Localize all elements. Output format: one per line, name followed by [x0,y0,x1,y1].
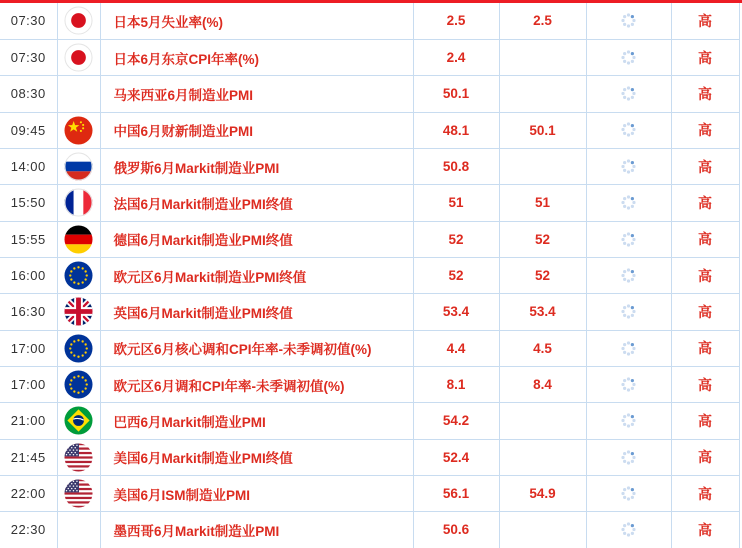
country-flag-icon [64,515,93,544]
importance-badge: 高 [671,39,739,75]
flag-china-icon [64,116,93,145]
previous-value: 48.1 [413,112,499,148]
forecast-value [499,403,586,439]
event-title: 马来西亚6月制造业PMI [100,76,413,112]
forecast-value [499,512,586,548]
forecast-value: 2.5 [499,3,586,39]
event-time: 16:30 [0,294,57,330]
calendar-event-row[interactable] [0,3,739,39]
previous-value: 54.2 [413,403,499,439]
event-time: 14:00 [0,148,57,184]
event-title: 巴西6月Markit制造业PMI [100,403,413,439]
forecast-value [499,148,586,184]
flag-eu-icon [64,370,93,399]
calendar-event-row[interactable] [0,257,739,293]
event-time: 17:00 [0,330,57,366]
forecast-value: 52 [499,257,586,293]
event-time: 21:00 [0,403,57,439]
previous-value: 53.4 [413,294,499,330]
event-title: 英国6月Markit制造业PMI终值 [100,294,413,330]
previous-value: 2.5 [413,3,499,39]
event-time: 07:30 [0,3,57,39]
previous-value: 4.4 [413,330,499,366]
flag-uk-icon [64,297,93,326]
importance-badge: 高 [671,76,739,112]
forecast-value: 8.4 [499,366,586,402]
loading-spinner-icon [620,121,637,138]
previous-value: 50.1 [413,76,499,112]
event-title: 欧元区6月调和CPI年率-未季调初值(%) [100,366,413,402]
calendar-event-row[interactable] [0,185,739,221]
loading-spinner-icon [620,267,637,284]
event-title: 法国6月Markit制造业PMI终值 [100,185,413,221]
previous-value: 50.6 [413,512,499,548]
event-title: 欧元区6月核心调和CPI年率-未季调初值(%) [100,330,413,366]
loading-spinner-icon [620,158,637,175]
previous-value: 8.1 [413,366,499,402]
calendar-event-row[interactable] [0,403,739,439]
flag-usa-icon [64,479,93,508]
event-title: 日本6月东京CPI年率(%) [100,39,413,75]
event-title: 墨西哥6月Markit制造业PMI [100,512,413,548]
event-time: 22:30 [0,512,57,548]
calendar-event-row[interactable] [0,76,739,112]
flag-eu-icon [64,334,93,363]
importance-badge: 高 [671,257,739,293]
calendar-event-row[interactable] [0,512,739,548]
country-flag-icon [64,79,93,108]
importance-badge: 高 [671,3,739,39]
previous-value: 51 [413,185,499,221]
previous-value: 2.4 [413,39,499,75]
loading-spinner-icon [620,303,637,320]
forecast-value: 4.5 [499,330,586,366]
flag-germany-icon [64,225,93,254]
loading-spinner-icon [620,412,637,429]
importance-badge: 高 [671,330,739,366]
event-time: 22:00 [0,475,57,511]
event-title: 俄罗斯6月Markit制造业PMI [100,148,413,184]
loading-spinner-icon [620,340,637,357]
event-time: 15:55 [0,221,57,257]
event-title: 中国6月财新制造业PMI [100,112,413,148]
importance-badge: 高 [671,221,739,257]
event-title: 日本5月失业率(%) [100,3,413,39]
importance-badge: 高 [671,185,739,221]
loading-spinner-icon [620,12,637,29]
calendar-event-row[interactable] [0,148,739,184]
importance-badge: 高 [671,439,739,475]
loading-spinner-icon [620,485,637,502]
flag-brazil-icon [64,406,93,435]
forecast-value [499,39,586,75]
calendar-event-row[interactable] [0,39,739,75]
flag-japan-icon [64,43,93,72]
loading-spinner-icon [620,521,637,538]
loading-spinner-icon [620,85,637,102]
event-time: 15:50 [0,185,57,221]
event-title: 美国6月ISM制造业PMI [100,475,413,511]
event-title: 德国6月Markit制造业PMI终值 [100,221,413,257]
flag-france-icon [64,188,93,217]
event-time: 08:30 [0,76,57,112]
economic-calendar-table [0,3,740,548]
previous-value: 52 [413,257,499,293]
calendar-event-row[interactable] [0,112,739,148]
previous-value: 52.4 [413,439,499,475]
flag-eu-icon [64,261,93,290]
flag-japan-icon [64,6,93,35]
event-time: 09:45 [0,112,57,148]
forecast-value: 51 [499,185,586,221]
forecast-value: 54.9 [499,475,586,511]
importance-badge: 高 [671,294,739,330]
importance-badge: 高 [671,366,739,402]
importance-badge: 高 [671,512,739,548]
previous-value: 52 [413,221,499,257]
calendar-event-row[interactable] [0,475,739,511]
loading-spinner-icon [620,376,637,393]
forecast-value [499,76,586,112]
calendar-event-row[interactable] [0,439,739,475]
loading-spinner-icon [620,231,637,248]
importance-badge: 高 [671,148,739,184]
importance-badge: 高 [671,403,739,439]
loading-spinner-icon [620,194,637,211]
calendar-event-row[interactable] [0,366,739,402]
event-time: 16:00 [0,257,57,293]
calendar-event-row[interactable] [0,221,739,257]
event-title: 欧元区6月Markit制造业PMI终值 [100,257,413,293]
importance-badge: 高 [671,475,739,511]
event-time: 21:45 [0,439,57,475]
flag-russia-icon [64,152,93,181]
forecast-value: 50.1 [499,112,586,148]
calendar-event-row[interactable] [0,330,739,366]
previous-value: 56.1 [413,475,499,511]
forecast-value: 53.4 [499,294,586,330]
calendar-event-row[interactable] [0,294,739,330]
importance-badge: 高 [671,112,739,148]
flag-usa-icon [64,443,93,472]
previous-value: 50.8 [413,148,499,184]
event-title: 美国6月Markit制造业PMI终值 [100,439,413,475]
event-time: 17:00 [0,366,57,402]
loading-spinner-icon [620,449,637,466]
event-time: 07:30 [0,39,57,75]
forecast-value [499,439,586,475]
forecast-value: 52 [499,221,586,257]
loading-spinner-icon [620,49,637,66]
